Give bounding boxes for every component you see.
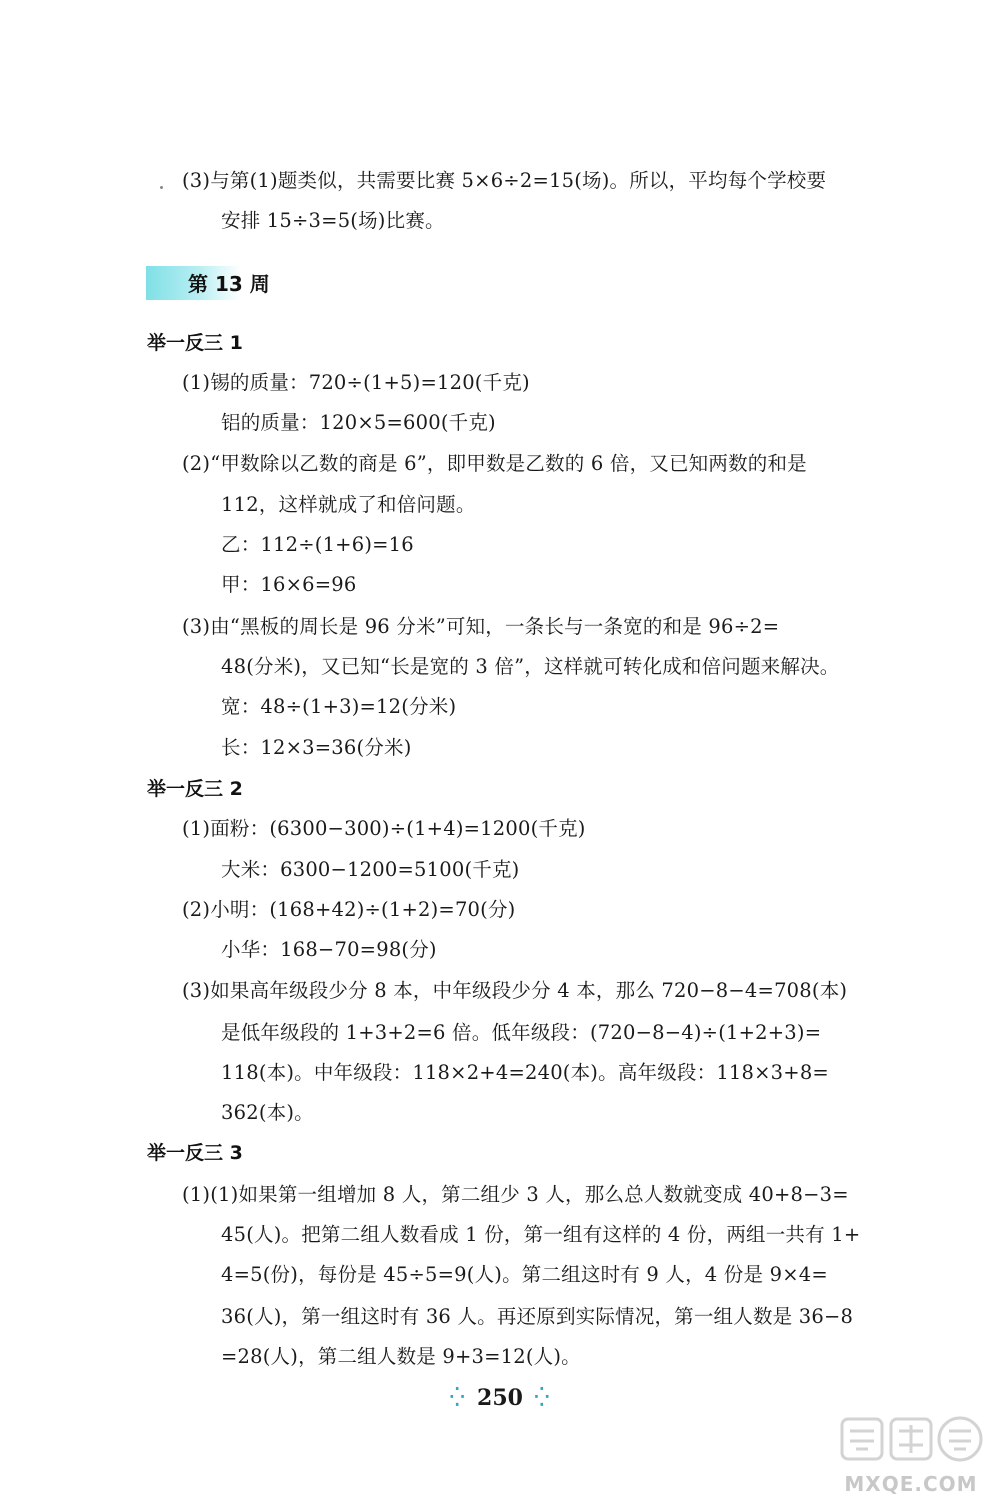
page-number [0,1383,1000,1413]
section-title: 举一反三 3 [147,1142,243,1164]
answer-line: 甲：16×6=96 [221,573,357,596]
answer-line: 362(本)。 [221,1101,314,1124]
answer-line: 112，这样就成了和倍问题。 [221,493,476,516]
dots-ornament-left: ⁛ [450,1387,466,1408]
answer-line: (3)如果高年级段少分 8 本，中年级段少分 4 本，那么 720−8−4=708(本) [182,979,848,1002]
dots-ornament-right: ⁛ [534,1387,550,1408]
answer-line: 118(本)。中年级段：118×2+4=240(本)。高年级段：118×3+8= [221,1061,829,1084]
week-title: 第 13 周 [188,272,270,296]
answer-line: (1)(1)如果第一组增加 8 人，第二组少 3 人，那么总人数就变成 40+8−3= [182,1183,849,1206]
answer-line: 铝的质量：120×5=600(千克) [221,411,496,434]
answer-line: (1)面粉：(6300−300)÷(1+4)=1200(千克) [182,817,586,840]
intro-line: 安排 15÷3=5(场)比赛。 [221,209,445,232]
section-title: 举一反三 1 [147,332,243,354]
answer-line: 小华：168−70=98(分) [221,938,437,961]
answer-line: 大米：6300−1200=5100(千克) [221,858,520,881]
intro-line: (3)与第(1)题类似，共需要比赛 5×6÷2=15(场)。所以，平均每个学校要 [182,169,827,192]
stray-mark [160,186,163,189]
answer-line: (3)由“黑板的周长是 96 分米”可知，一条长与一条宽的和是 96÷2= [182,615,780,638]
section-title: 举一反三 2 [147,778,243,800]
answer-line: 45(人)。把第二组人数看成 1 份，第一组有这样的 4 份，两组一共有 1+ [221,1223,861,1246]
answer-line: 48(分米)，又已知“长是宽的 3 倍”，这样就可转化成和倍问题来解决。 [221,655,840,678]
answer-line: (2)小明：(168+42)÷(1+2)=70(分) [182,898,516,921]
answer-line: 36(人)，第一组这时有 36 人。再还原到实际情况，第一组人数是 36−8 [221,1305,854,1328]
answer-line: 4=5(份)，每份是 45÷5=9(人)。第二组这时有 9 人，4 份是 9×4= [221,1263,828,1286]
answer-line: 是低年级段的 1+3+2=6 倍。低年级段：(720−8−4)÷(1+2+3)= [221,1021,822,1044]
watermark-text: MXQE.COM [844,1472,978,1496]
answer-line: 宽：48÷(1+3)=12(分米) [221,695,457,718]
answer-line: =28(人)，第二组人数是 9+3=12(人)。 [221,1345,581,1368]
answer-line: (2)“甲数除以乙数的商是 6”，即甲数是乙数的 6 倍，又已知两数的和是 [182,452,807,475]
answer-line: 长：12×3=36(分米) [221,736,412,759]
page-number-value: 250 [477,1385,523,1411]
watermark-logo [836,1411,986,1496]
watermark-emblem-icon [836,1411,986,1471]
answer-line: (1)锡的质量：720÷(1+5)=120(千克) [182,371,530,394]
answer-line: 乙：112÷(1+6)=16 [221,533,414,556]
